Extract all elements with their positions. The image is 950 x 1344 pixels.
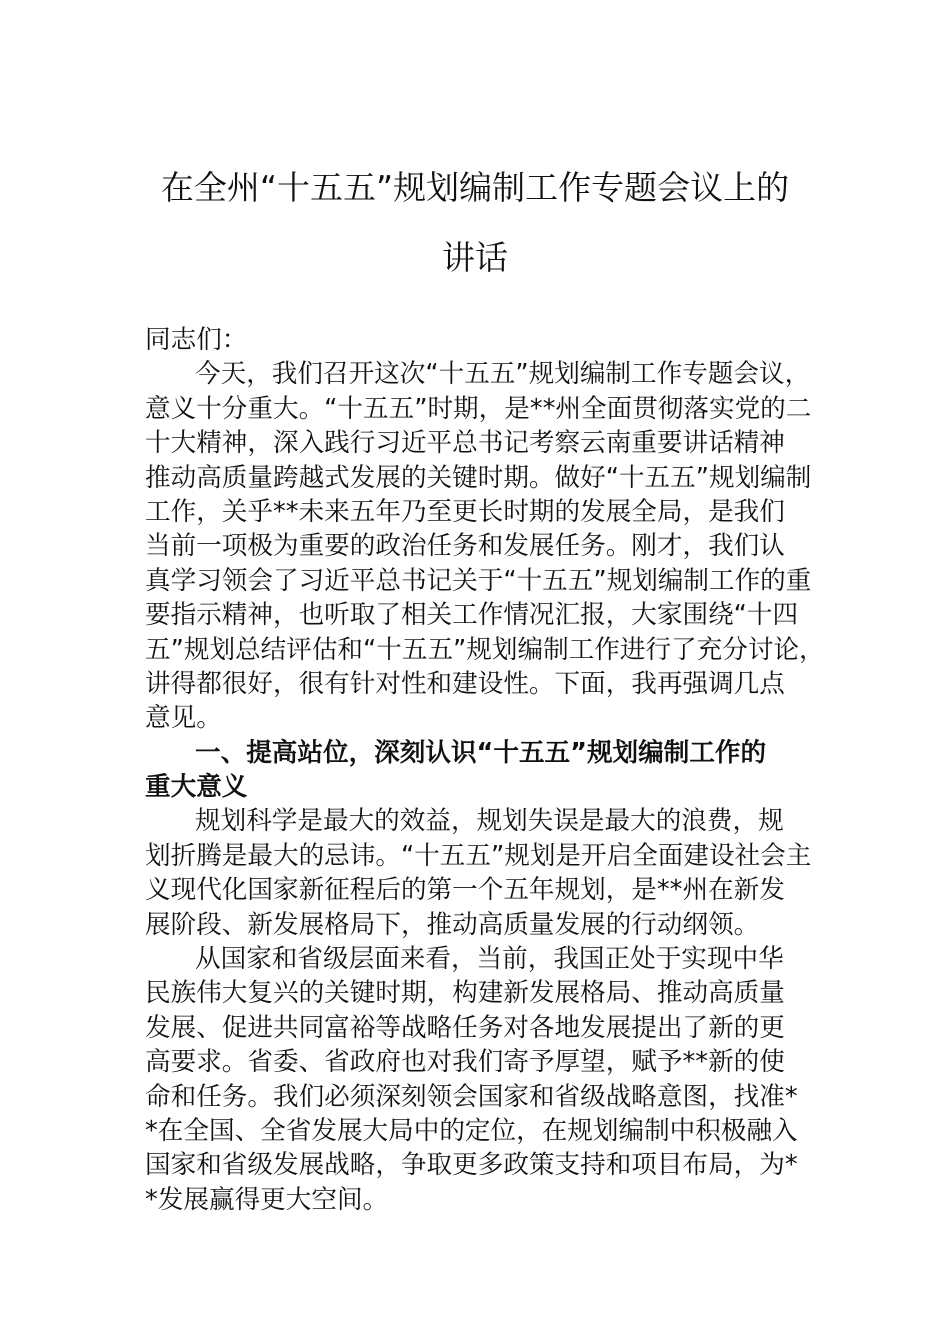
paragraph-line: 讲得都很好，很有针对性和建设性。下面，我再强调几点 <box>145 668 785 699</box>
paragraph-line: 工作，关乎**未来五年乃至更长时期的发展全局，是我们 <box>145 496 785 527</box>
paragraph-line: 发展、促进共同富裕等战略任务对各地发展提出了新的更 <box>145 1012 785 1043</box>
paragraph-line: 五”规划总结评估和“十五五”规划编制工作进行了充分讨论， <box>145 634 825 665</box>
paragraph-line: 今天，我们召开这次“十五五”规划编制工作专题会议， <box>195 359 811 390</box>
paragraph-1 <box>145 357 825 735</box>
paragraph-line: *发展赢得更大空间。 <box>145 1184 389 1215</box>
paragraph-line: 民族伟大复兴的关键时期，构建新发展格局、推动高质量 <box>145 978 785 1009</box>
paragraph-line: 从国家和省级层面来看，当前，我国正处于实现中华 <box>195 944 784 975</box>
paragraph-2 <box>145 804 812 942</box>
paragraph-line: 十大精神，深入践行习近平总书记考察云南重要讲话精神 <box>145 428 785 459</box>
paragraph-line: 划折腾是最大的忌讳。“十五五”规划是开启全面建设社会主 <box>145 840 812 871</box>
paragraph-line: 规划科学是最大的效益，规划失误是最大的浪费，规 <box>195 806 784 837</box>
paragraph-line: 要指示精神，也听取了相关工作情况汇报，大家围绕“十四 <box>145 600 799 631</box>
paragraph-line: 义现代化国家新征程后的第一个五年规划，是**州在新发 <box>145 875 785 906</box>
paragraph-line: 高要求。省委、省政府也对我们寄予厚望，赋予**新的使 <box>145 1047 785 1078</box>
paragraph-line: 命和任务。我们必须深刻领会国家和省级战略意图，找准* <box>145 1081 798 1112</box>
section-heading-1 <box>145 736 807 805</box>
document-title-line-1: 在全州“十五五”规划编制工作专题会议上的 <box>160 168 790 207</box>
paragraph-3 <box>145 942 807 1217</box>
paragraph-line: *在全国、全省发展大局中的定位，在规划编制中积极融入 <box>145 1115 798 1146</box>
document-body <box>145 323 825 1217</box>
document-title-line-2: 讲话 <box>442 238 508 277</box>
paragraph-line: 当前一项极为重要的政治任务和发展任务。刚才，我们认 <box>145 531 785 562</box>
paragraph-line: 意义十分重大。“十五五”时期，是**州全面贯彻落实党的二 <box>145 393 812 424</box>
heading-line: 重大意义 <box>145 772 248 803</box>
heading-line: 一、提高站位，深刻认识“十五五”规划编制工作的 <box>195 737 767 768</box>
salutation: 同志们： <box>145 325 248 355</box>
paragraph-line: 国家和省级发展战略，争取更多政策支持和项目布局，为* <box>145 1150 798 1181</box>
paragraph-line: 真学习领会了习近平总书记关于“十五五”规划编制工作的重 <box>145 565 812 596</box>
paragraph-line: 意见。 <box>145 703 222 734</box>
paragraph-line: 展阶段、新发展格局下，推动高质量发展的行动纲领。 <box>145 909 760 940</box>
paragraph-line: 推动高质量跨越式发展的关键时期。做好“十五五”规划编制 <box>145 462 812 493</box>
